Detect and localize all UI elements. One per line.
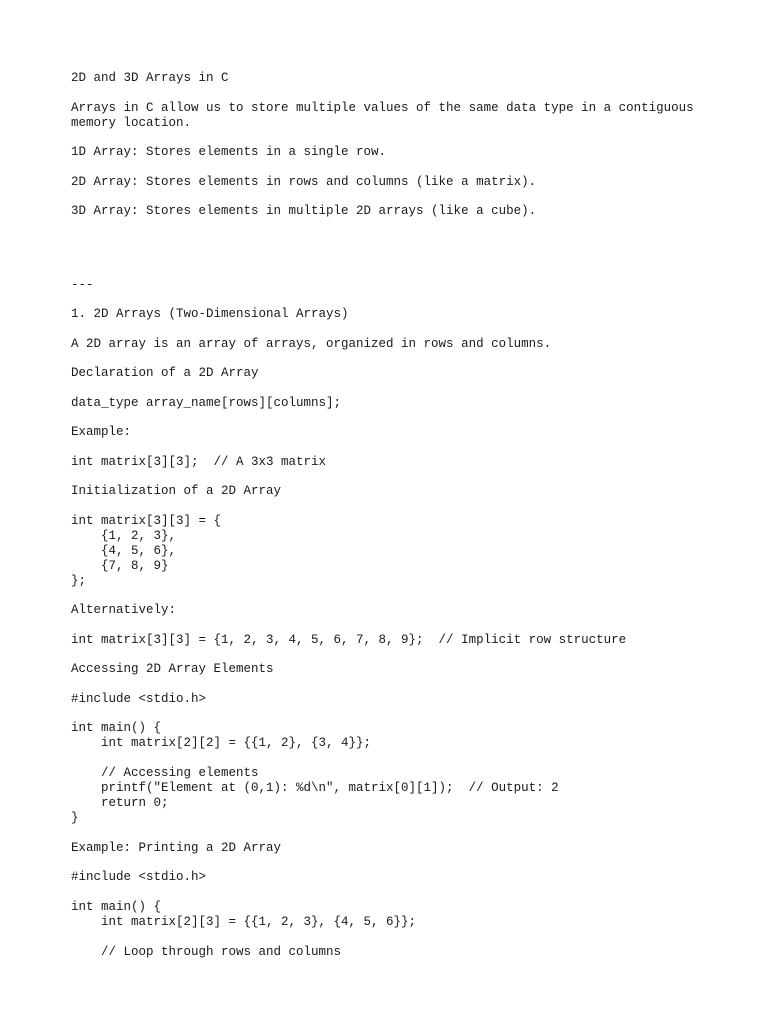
example-code: int matrix[3][3]; // A 3x3 matrix <box>71 454 327 469</box>
document-title: 2D and 3D Arrays in C <box>71 71 229 85</box>
array-kind-1d: 1D Array: Stores elements in a single row. <box>71 145 387 159</box>
array-kind-3d: 3D Array: Stores elements in multiple 2D arrays (like a cube). <box>71 204 537 218</box>
accessing-code: int main() { int matrix[2][2] = {{1, 2}, {3, 4}}; // Accessing elements printf("Element at (0,1): %d\n", matrix[0][1]); // Output: 2 return 0; } <box>71 721 559 825</box>
alternatively-label: Alternatively: <box>71 603 177 617</box>
alternative-code: int matrix[3][3] = {1, 2, 3, 4, 5, 6, 7, 8, 9}; // Implicit row structure <box>71 632 627 647</box>
blank-gap <box>71 234 741 278</box>
section-description: A 2D array is an array of arrays, organized in rows and columns. <box>71 336 552 351</box>
printing-heading: Example: Printing a 2D Array <box>71 840 282 855</box>
printing-code: int main() { int matrix[2][3] = {{1, 2, 3}, {4, 5, 6}}; // Loop through rows and columns <box>71 899 417 959</box>
initialization-code: int matrix[3][3] = { {1, 2, 3}, {4, 5, 6}, {7, 8, 9} }; <box>71 513 222 588</box>
document-page <box>71 71 741 974</box>
array-kind-2d: 2D Array: Stores elements in rows and columns (like a matrix). <box>71 174 537 189</box>
accessing-include: #include <stdio.h> <box>71 691 207 706</box>
separator: --- <box>71 277 94 292</box>
intro-paragraph: Arrays in C allow us to store multiple values of the same data type in a contiguous memory location. <box>71 100 694 130</box>
declaration-syntax: data_type array_name[rows][columns]; <box>71 395 342 410</box>
declaration-heading: Declaration of a 2D Array <box>71 366 259 380</box>
initialization-heading: Initialization of a 2D Array <box>71 484 282 498</box>
printing-include: #include <stdio.h> <box>71 870 207 884</box>
accessing-heading: Accessing 2D Array Elements <box>71 662 274 676</box>
section-heading: 1. 2D Arrays (Two-Dimensional Arrays) <box>71 307 349 321</box>
example-label: Example: <box>71 425 132 439</box>
